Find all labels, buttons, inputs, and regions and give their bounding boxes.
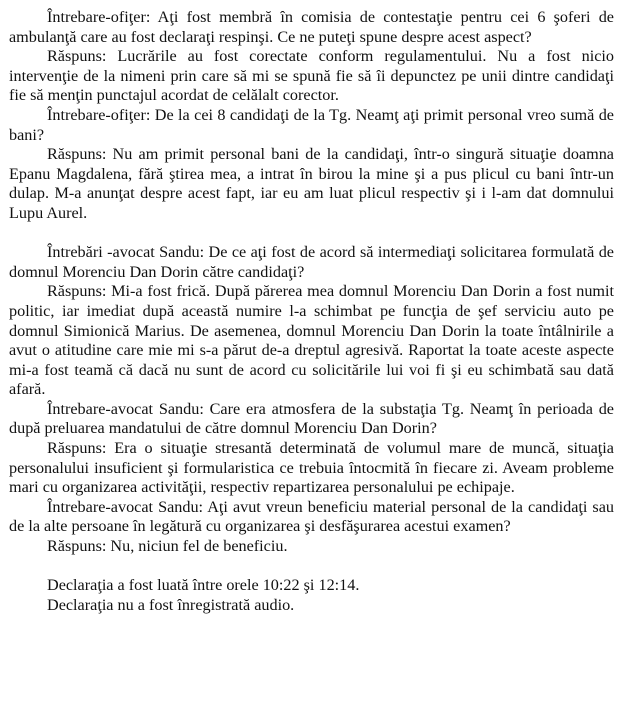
question-paragraph: Întrebare-ofiţer: Aţi fost membră în comisia de contestaţie pentru cei 6 şoferi de ambulanţă care au fost declaraţi respinşi. Ce ne puteţi spune despre acest aspect?: [9, 8, 614, 46]
question-paragraph: Întrebări -avocat Sandu: De ce aţi fost de acord să intermediaţi solicitarea formulată de domnul Morenciu Dan Dorin către candidaţi?: [9, 243, 614, 281]
answer-paragraph: Răspuns: Nu am primit personal bani de la candidaţi, într-o singură situaţie doamna Epanu Magdalena, fără ştirea mea, a intrat în birou la mine şi a pus plicul cu bani într-un dulap. M-a anunţat despre acest fapt, iar eu am luat plicul respectiv şi i l-am dat domnului Lupu Aurel.: [9, 145, 614, 222]
answer-paragraph: Răspuns: Mi-a fost frică. După părerea mea domnul Morenciu Dan Dorin a fost numit politic, iar imediat după această numire l-a schimbat pe funcţia de şef serviciu auto pe domnul Simionică Marius. De asemenea, domnul Morenciu Dan Dorin la toate întâlnirile a avut o atitudine care mie mi s-a părut de-a dreptul agresivă. Raportat la toate aceste aspecte mi-a fost teamă că dacă nu sunt de acord cu solicitările lui voi fi şi eu schimbată sau dată afară.: [9, 282, 614, 399]
blank-line: [9, 557, 614, 577]
question-paragraph: Întrebare-avocat Sandu: Aţi avut vreun beneficiu material personal de la candidaţi sau de la alte persoane în legătură cu organizarea şi desfăşurarea acestui examen?: [9, 497, 614, 536]
closing-note-time: Declaraţia a fost luată între orele 10:22 şi 12:14.: [47, 576, 360, 595]
answer-paragraph: Răspuns: Era o situaţie stresantă determinată de volumul mare de muncă, situaţia personalului insuficient şi formularistica ce trebuia întocmită în fiecare zi. Aveam probleme mari cu organizarea activităţii, respectiv repartizarea personalului pe echipaje.: [9, 439, 614, 497]
answer-paragraph: Răspuns: Nu, niciun fel de beneficiu.: [47, 537, 288, 556]
closing-note-audio: Declaraţia nu a fost înregistrată audio.: [47, 595, 295, 614]
blank-line: [9, 224, 614, 244]
question-paragraph: Întrebare-avocat Sandu: Care era atmosfera de la substaţia Tg. Neamţ în perioada de după preluarea mandatului de către domnul Morenciu Dan Dorin?: [9, 399, 614, 438]
question-paragraph: Întrebare-ofiţer: De la cei 8 candidaţi de la Tg. Neamţ aţi primit personal vreo sumă de bani?: [9, 105, 614, 144]
answer-paragraph: Răspuns: Lucrările au fost corectate conform regulamentului. Nu a fost nicio intervenţie de la nimeni prin care să mi se spună fie să îi depunctez pe unii dintre candidaţi fie să menţin punctajul acordat de celălalt corector.: [9, 47, 614, 105]
